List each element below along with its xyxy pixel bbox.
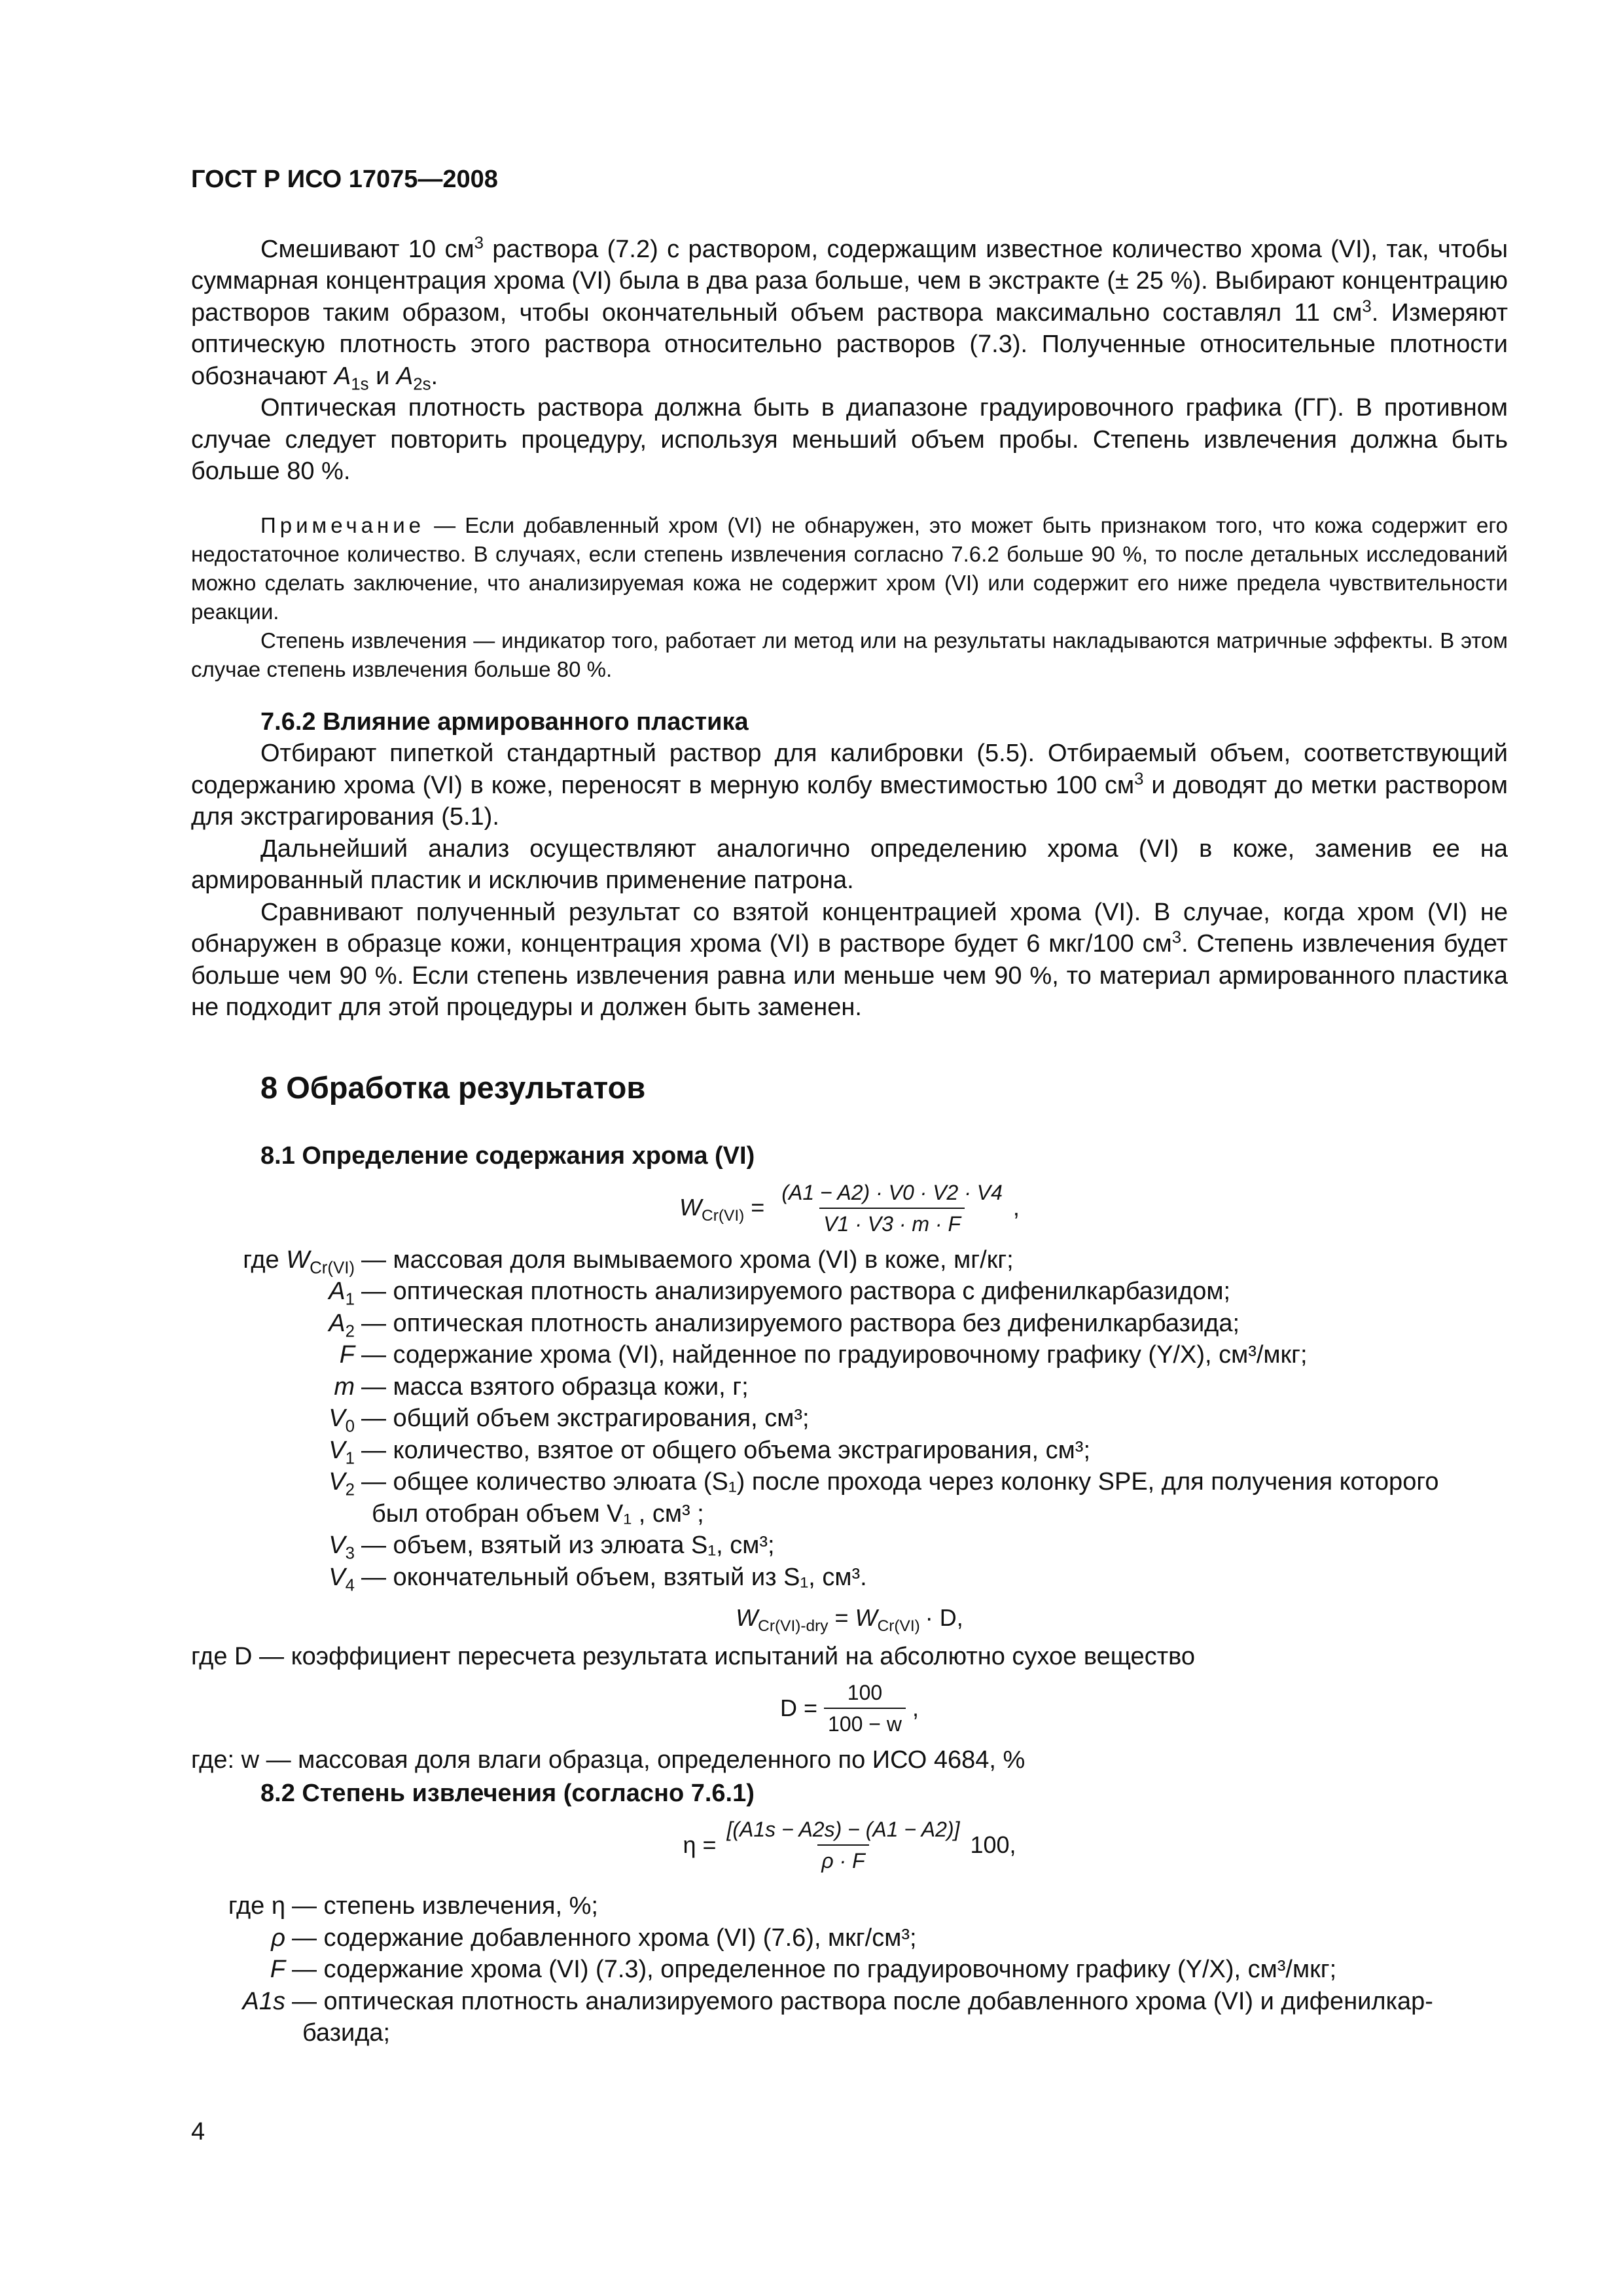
definition-text: — масса взятого образца кожи, г; — [361, 1372, 749, 1401]
s762-paragraph-2: Дальнейший анализ осуществляют аналогично определению хрома (VI) в коже, заменив ее на армированный пластик и исключив применение патрона. — [191, 834, 1508, 894]
definition-text: — содержание добавленного хрома (VI) (7.6), мкг/см³; — [292, 1924, 917, 1952]
definition-row — [191, 1890, 1508, 1922]
definition-symbol: m — [334, 1372, 355, 1401]
definition-symbol: $V_4$ — [329, 1563, 355, 1595]
definition-row — [191, 1986, 1508, 2049]
definition-row — [191, 1308, 1508, 1340]
definition-row — [191, 1339, 1508, 1371]
paragraph-2: Оптическая плотность раствора должна быть в диапазоне градуировочного графика (ГГ). В противном случае следует повторить процедуру, используя меньший объем пробы. Степень извлечения должна быть больше 80 %. — [191, 394, 1508, 485]
definition-text: — массовая доля вымываемого хрома (VI) в коже, мг/кг; — [361, 1246, 1014, 1274]
d-definition: где D — коэффициент пересчета результата испытаний на абсолютно сухое вещество — [191, 1642, 1195, 1670]
section-8-title: 8 Обработка результатов — [260, 1069, 646, 1105]
definition-symbol: $A_1$ — [329, 1278, 355, 1309]
definition-text: — окончательный объем, взятый из S₁, см³. — [361, 1563, 867, 1591]
definition-symbol: $V_1$ — [329, 1436, 355, 1468]
definition-symbol: где $W_{Cr(VI)}$ — [243, 1246, 355, 1278]
definition-text: — оптическая плотность анализируемого раствора после добавленного хрома (VI) и дифенилкар- базида; — [292, 1987, 1433, 2047]
note-block — [191, 511, 1508, 684]
paragraph-1: Смешивают 10 $см^3$ раствора (7.2) с раствором, содержащим известное количество хрома (VI), так, чтобы суммарная концентрация хрома (VI) была в два раза больше, чем в экстракте (± 25 %). Выбирают концентрацию растворов таким образом, чтобы окончательный объем раствора максимально составлял 11 $см^3$. Измеряют оптическую плотность этого раствора относительно растворов (7.3). Полученные относительные плотности обозначают $A_{1s}$ и $A_{2s}$. — [191, 233, 1508, 394]
definition-text: — степень извлечения, %; — [292, 1892, 598, 1920]
definition-row — [191, 1530, 1508, 1562]
definition-text: — оптическая плотность анализируемого раствора с дифенилкарбазидом; — [361, 1278, 1231, 1305]
definition-symbol: $V_3$ — [329, 1532, 355, 1563]
definition-row — [191, 1435, 1508, 1467]
definition-row — [191, 1276, 1508, 1308]
formula-d: D = $\frac{100}{100 - w}$ , — [191, 1679, 1508, 1738]
definition-row — [191, 1371, 1508, 1403]
definition-symbol: F — [270, 1956, 285, 1983]
definition-row — [191, 1466, 1508, 1530]
s762-paragraph-3: Сравнивают полученный результат со взятой концентрацией хрома (VI). В случае, когда хром (VI) не обнаружен в образце кожи, концентрация хрома (VI) в растворе будет 6 мкг/100 $см^3$. Степень извлечения будет больше чем 90 %. Если степень извлечения равна или меньше чем 90 %, то материал армированного пластика не подходит для этой процедуры и должен быть заменен. — [191, 898, 1508, 1021]
s762-paragraph-1: Отбирают пипеткой стандартный раствор для калибровки (5.5). Отбираемый объем, соответствующий содержанию хрома (VI) в коже, переносят в мерную колбу вместимостью 100 $см^3$ и доводят до метки раствором для экстрагирования (5.1). — [191, 740, 1508, 831]
formula-wcr: $W_{Cr(VI)}$ = $\frac{(A1 - A2) \cdot V0 \cdot V2 \cdot V4}{V1 \cdot V3 \cdot m \cdot F}$ , — [191, 1179, 1508, 1238]
definition-row — [191, 1954, 1508, 1986]
definition-text: — содержание хрома (VI) (7.3), определенное по градуировочному графику (Y/X), см³/мкг; — [292, 1956, 1337, 1983]
section-8-1-title: 8.1 Определение содержания хрома (VI) — [260, 1142, 755, 1170]
page-content — [191, 164, 1508, 2049]
note-label: Примечание — [260, 512, 425, 537]
w-definition: где: w — массовая доля влаги образца, определенного по ИСО 4684, % — [191, 1746, 1026, 1774]
definition-row — [191, 1244, 1508, 1276]
definition-symbol: A1s — [242, 1987, 285, 2015]
definitions-list-2 — [191, 1890, 1508, 2049]
definitions-list — [191, 1244, 1508, 1594]
definition-symbol: F — [339, 1341, 355, 1369]
definition-row — [191, 1562, 1508, 1594]
running-header: ГОСТ Р ИСО 17075—2008 — [191, 166, 498, 193]
page-number: 4 — [191, 2118, 205, 2145]
definition-text: — оптическая плотность анализируемого раствора без дифенилкарбазида; — [361, 1309, 1240, 1337]
section-8-2-title: 8.2 Степень извлечения (согласно 7.6.1) — [260, 1779, 755, 1807]
definition-text: — общий объем экстрагирования, см³; — [361, 1405, 810, 1432]
definition-text: — количество, взятое от общего объема экстрагирования, см³; — [361, 1436, 1091, 1464]
definition-symbol: $V_0$ — [329, 1405, 355, 1436]
definition-row — [191, 1922, 1508, 1954]
definition-symbol: где η — [228, 1892, 285, 1920]
definition-symbol: ρ — [271, 1924, 285, 1952]
formula-eta: η = $\frac{[(A1s - A2s) - (A1 - A2)]}{\rho \cdot F}$ 100, — [191, 1816, 1508, 1874]
definition-symbol: $A_2$ — [329, 1309, 355, 1341]
definition-symbol: $V_2$ — [329, 1468, 355, 1499]
formula-wcr-dry: $W_{Cr(VI)-dry}$ = $W_{Cr(VI)}$ · D, — [736, 1604, 963, 1636]
note-paragraph-2: Степень извлечения — индикатор того, работает ли метод или на результаты накладываются матричные эффекты. В этом случае степень извлечения больше 80 %. — [191, 628, 1508, 681]
section-7-6-2-title: 7.6.2 Влияние армированного пластика — [260, 708, 749, 736]
definition-text: — объем, взятый из элюата S₁, см³; — [361, 1532, 775, 1559]
definition-row — [191, 1403, 1508, 1435]
definition-text: — общее количество элюата (S₁) после прохода через колонку SPE, для получения которого был отобран объем V₁ , см³ ; — [361, 1468, 1439, 1528]
note-paragraph: Примечание — Если добавленный хром (VI) не обнаружен, это может быть признаком того, что кожа содержит его недостаточное количество. В случаях, если степень извлечения согласно 7.6.2 больше 90 %, то после детальных исследований можно сделать заключение, что анализируемая кожа не содержит хром (VI) или содержит его ниже предела чувствительности реакции. — [191, 512, 1508, 624]
definition-text: — содержание хрома (VI), найденное по градуировочному графику (Y/X), см³/мкг; — [361, 1341, 1308, 1369]
